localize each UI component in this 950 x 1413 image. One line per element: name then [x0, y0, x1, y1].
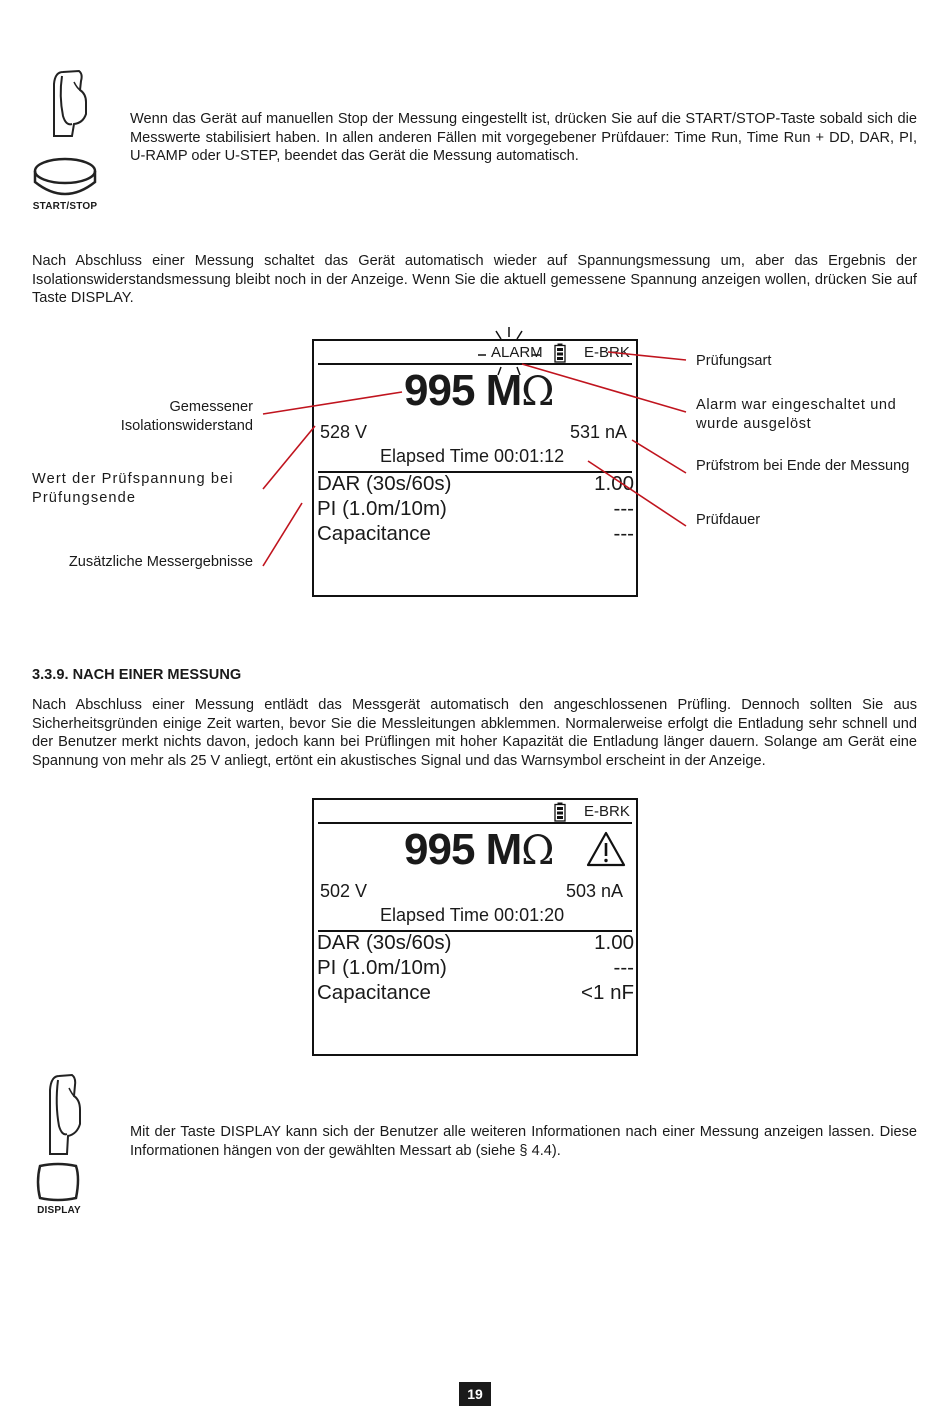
result-label-capacitance: Capacitance	[317, 981, 431, 1004]
pointing-finger-icon	[30, 1070, 100, 1210]
callout-leader-lines	[0, 0, 950, 620]
test-current: 531 nA	[570, 422, 628, 442]
result-label-capacitance: Capacitance	[317, 522, 431, 545]
ohm-symbol: Ω	[521, 369, 554, 415]
result-value-pi: ---	[613, 497, 634, 520]
battery-icon	[554, 802, 566, 822]
start-stop-instruction: Wenn das Gerät auf manuellen Stop der Messung eingestellt ist, drücken Sie auf die START/STOP-Taste sobald sich die Messwerte stabilisiert haben. In allen anderen Fällen mit vorgegebener Prüfdauer: Time Run, Time Run + DD, DAR, PI, U-RAMP oder U-STEP, beendet das Gerät die Messung automatisch.	[130, 111, 917, 165]
callout-test-current: Prüfstrom bei Ende der Messung	[696, 458, 910, 474]
result-value-capacitance: ---	[613, 522, 634, 545]
page-number: 19	[459, 1382, 491, 1406]
callout-alarm: Alarm war eingeschaltet und wurde ausgelöst	[696, 397, 897, 432]
resistance-value	[404, 825, 553, 875]
start-stop-caption: START/STOP	[32, 201, 98, 212]
result-label-dar: DAR (30s/60s)	[317, 931, 452, 954]
elapsed-time: Elapsed Time 00:01:20	[380, 905, 565, 925]
result-value-dar: 1.00	[594, 472, 634, 495]
instrument-display-2	[312, 798, 638, 1056]
test-voltage: 502 V	[320, 881, 368, 901]
section-paragraph: Nach Abschluss einer Messung entlädt das Messgerät automatisch den angeschlossenen Prüfling. Dennoch sollten Sie aus Sicherheitsgründen einige Zeit warten, bevor Sie die Messleitungen abklemmen. Normalerweise erfolgt die Entladung sehr schnell und der Benutzer merkt nichts davon, jedoch kann bei Prüflingen mit hoher Kapazität die Entladung länger dauern. Solange am Gerät eine Spannung von mehr als 25 V anliegt, ertönt ein akustisches Signal und das Warnsymbol erscheint in der Anzeige.	[32, 697, 917, 769]
display-header-divider	[318, 822, 632, 824]
test-voltage: 528 V	[320, 422, 368, 442]
warning-triangle-icon	[586, 831, 626, 867]
callout-test-duration: Prüfdauer	[696, 512, 761, 528]
result-label-pi: PI (1.0m/10m)	[317, 497, 447, 520]
result-value-dar: 1.00	[594, 931, 634, 954]
test-current: 503 nA	[566, 881, 624, 901]
result-value-pi: ---	[613, 956, 634, 979]
callout-test-voltage: Wert der Prüfspannung bei Prüfungsende	[32, 471, 234, 506]
display-key-instruction: Mit der Taste DISPLAY kann sich der Benutzer alle weiteren Informationen nach einer Messung anzeigen lassen. Diese Informationen hängen von der gewählten Messart ab (siehe § 4.4).	[130, 1124, 917, 1159]
callout-resistance: Gemessener Isolationswiderstand	[120, 399, 253, 434]
alarm-label: ALARM	[491, 344, 543, 361]
display-key-caption: DISPLAY	[37, 1205, 81, 1216]
display-key-illustration	[30, 1070, 100, 1210]
test-mode-label: E-BRK	[584, 344, 630, 361]
callout-test-type: Prüfungsart	[696, 353, 772, 369]
callout-extra-results: Zusätzliche Messergebnisse	[68, 554, 253, 570]
result-value-capacitance: <1 nF	[581, 981, 634, 1004]
ohm-symbol: Ω	[521, 828, 554, 874]
resistance-number: 995 M	[404, 366, 522, 415]
elapsed-time: Elapsed Time 00:01:12	[380, 446, 565, 466]
resistance-number: 995 M	[404, 825, 522, 874]
section-heading: 3.3.9. NACH EINER MESSUNG	[32, 667, 242, 683]
after-measurement-paragraph: Nach Abschluss einer Messung schaltet das Gerät automatisch wieder auf Spannungsmessung um, aber das Ergebnis der Isolationswiderstandsmessung bleibt noch in der Anzeige. Wenn Sie die aktuell gemessene Spannung anzeigen wollen, drücken Sie auf Taste DISPLAY.	[32, 253, 917, 307]
test-mode-label: E-BRK	[584, 803, 630, 820]
result-label-pi: PI (1.0m/10m)	[317, 956, 447, 979]
result-label-dar: DAR (30s/60s)	[317, 472, 452, 495]
